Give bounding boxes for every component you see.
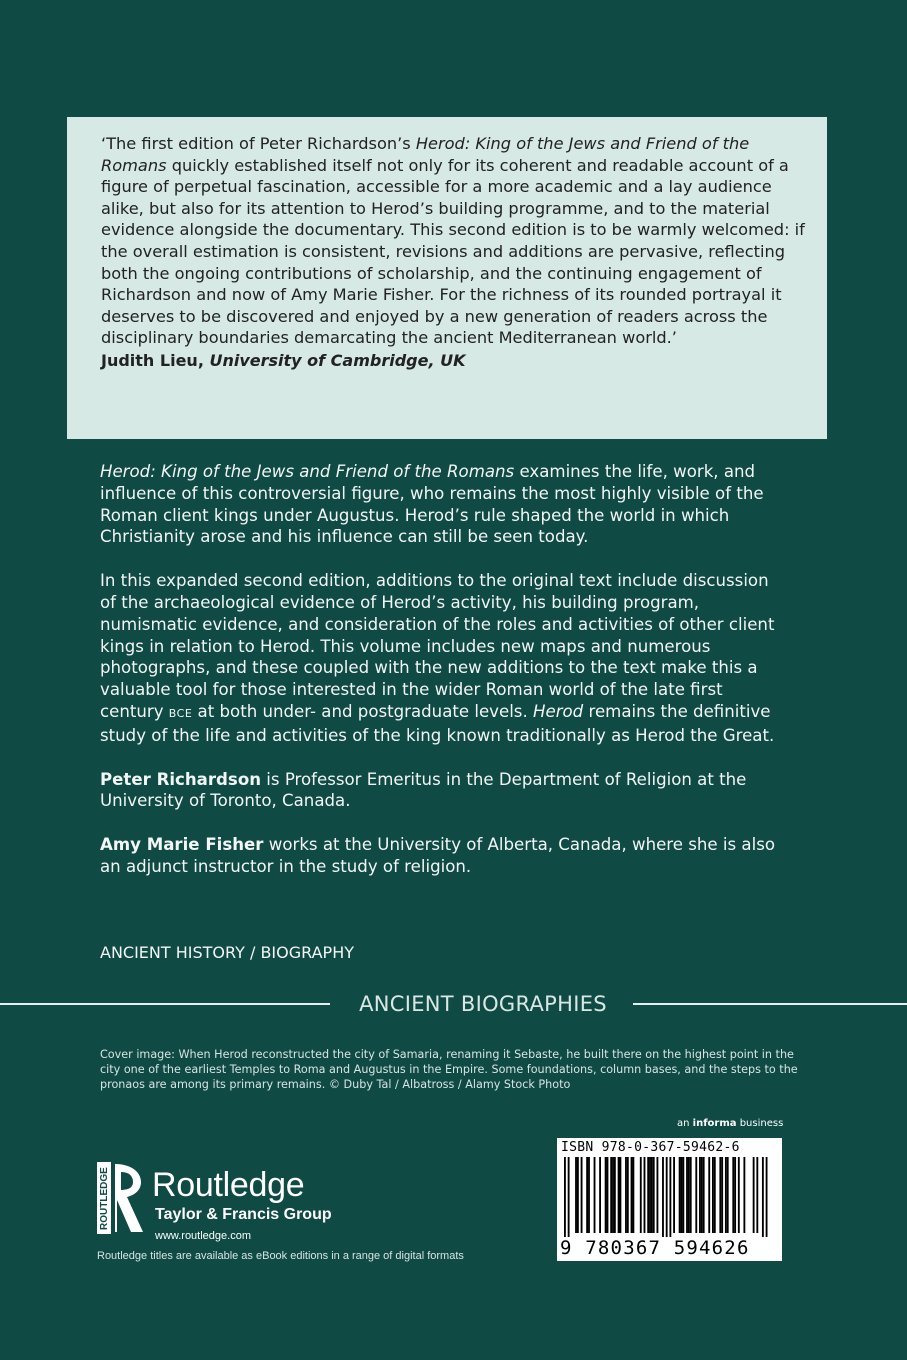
author-name: Peter Richardson — [100, 769, 262, 789]
publisher-website: www.routledge.com — [155, 1230, 251, 1242]
informa-business-tag: an informa business — [677, 1118, 784, 1129]
publisher-name: Routledge — [152, 1166, 305, 1204]
quote-attribution — [101, 350, 805, 372]
description-paragraph-1: Herod: King of the Jews and Friend of the Romans examines the life, work, and influence of this controversial figure, who remains the most highly visible of the Roman client kings under Augustus. Herod’s rule shaped the world in which Christianity arose and his influence can still be seen today. — [100, 462, 764, 547]
routledge-logo-icon — [97, 1162, 149, 1234]
barcode-digits: 9 780367 594626 — [560, 1237, 750, 1259]
endorsement-quote-box — [67, 117, 827, 439]
isbn-label: ISBN 978-0-367-59462-6 — [561, 1140, 740, 1155]
series-divider-left — [0, 1003, 330, 1005]
subject-category: ANCIENT HISTORY / BIOGRAPHY — [100, 943, 354, 962]
book-description — [100, 461, 780, 900]
publisher-group: Taylor & Francis Group — [155, 1206, 332, 1223]
isbn-barcode — [557, 1138, 782, 1261]
author-name: Amy Marie Fisher — [100, 835, 264, 855]
author-bio-richardson: Peter Richardson is Professor Emeritus in the Department of Religion at the University of Toronto, Canada. — [100, 769, 747, 811]
series-divider-right — [633, 1003, 907, 1005]
ebook-availability-note: Routledge titles are available as eBook editions in a range of digital formats — [97, 1250, 464, 1262]
quote-author: Judith Lieu, — [101, 350, 204, 370]
quote-affiliation: University of Cambridge, UK — [203, 350, 466, 370]
endorsement-quote: ‘The first edition of Peter Richardson’s Herod: King of the Jews and Friend of the Romans quickly established itself not only for its coherent and readable account of a figure of perpetual fascination, accessible for a more academic and a lay audience alike, but also for its attention to Herod’s building programme, and to the material evidence alongside the documentary. This second edition is to be warmly welcomed: if the overall estimation is consistent, revisions and additions are pervasive, reflecting both the ongoing contributions of scholarship, and the continuing engagement of Richardson and now of Amy Marie Fisher. For the richness of its rounded portrayal it deserves to be discovered and enjoyed by a new generation of readers across the disciplinary boundaries demarcating the ancient Mediterranean world.’ — [101, 134, 805, 348]
barcode-bars — [564, 1157, 774, 1237]
series-title: ANCIENT BIOGRAPHIES — [359, 992, 607, 1016]
quote-book-title: Herod: King of the Jews and Friend of the Romans — [101, 134, 750, 175]
author-bio-fisher: Amy Marie Fisher works at the University of Alberta, Canada, where she is also an adjunct instructor in the study of religion. — [100, 835, 775, 876]
cover-image-credit: Cover image: When Herod reconstructed the city of Samaria, renaming it Sebaste, he built there on the highest point in the city one of the earliest Temples to Roma and Augustus in the Empire. Some foundations, column bases, and the steps to the pronaos are among its primary remains. © Duby Tal / Albatross / Alamy Stock Photo — [100, 1048, 798, 1092]
description-paragraph-2: In this expanded second edition, additions to the original text include discussion of the archaeological evidence of Herod’s activity, his building program, numismatic evidence, and consideration of the roles and activities of other client kings in relation to Herod. This volume includes new maps and numerous photographs, and these coupled with the new additions to the text make this a valuable tool for those interested in the wider Roman world of the late first century BCE at both under- and postgraduate levels. Herod remains the definitive study of the life and activities of the king known traditionally as Herod the Great. — [100, 571, 775, 745]
logo-vertical-text: ROUTLEDGE — [99, 1167, 110, 1230]
